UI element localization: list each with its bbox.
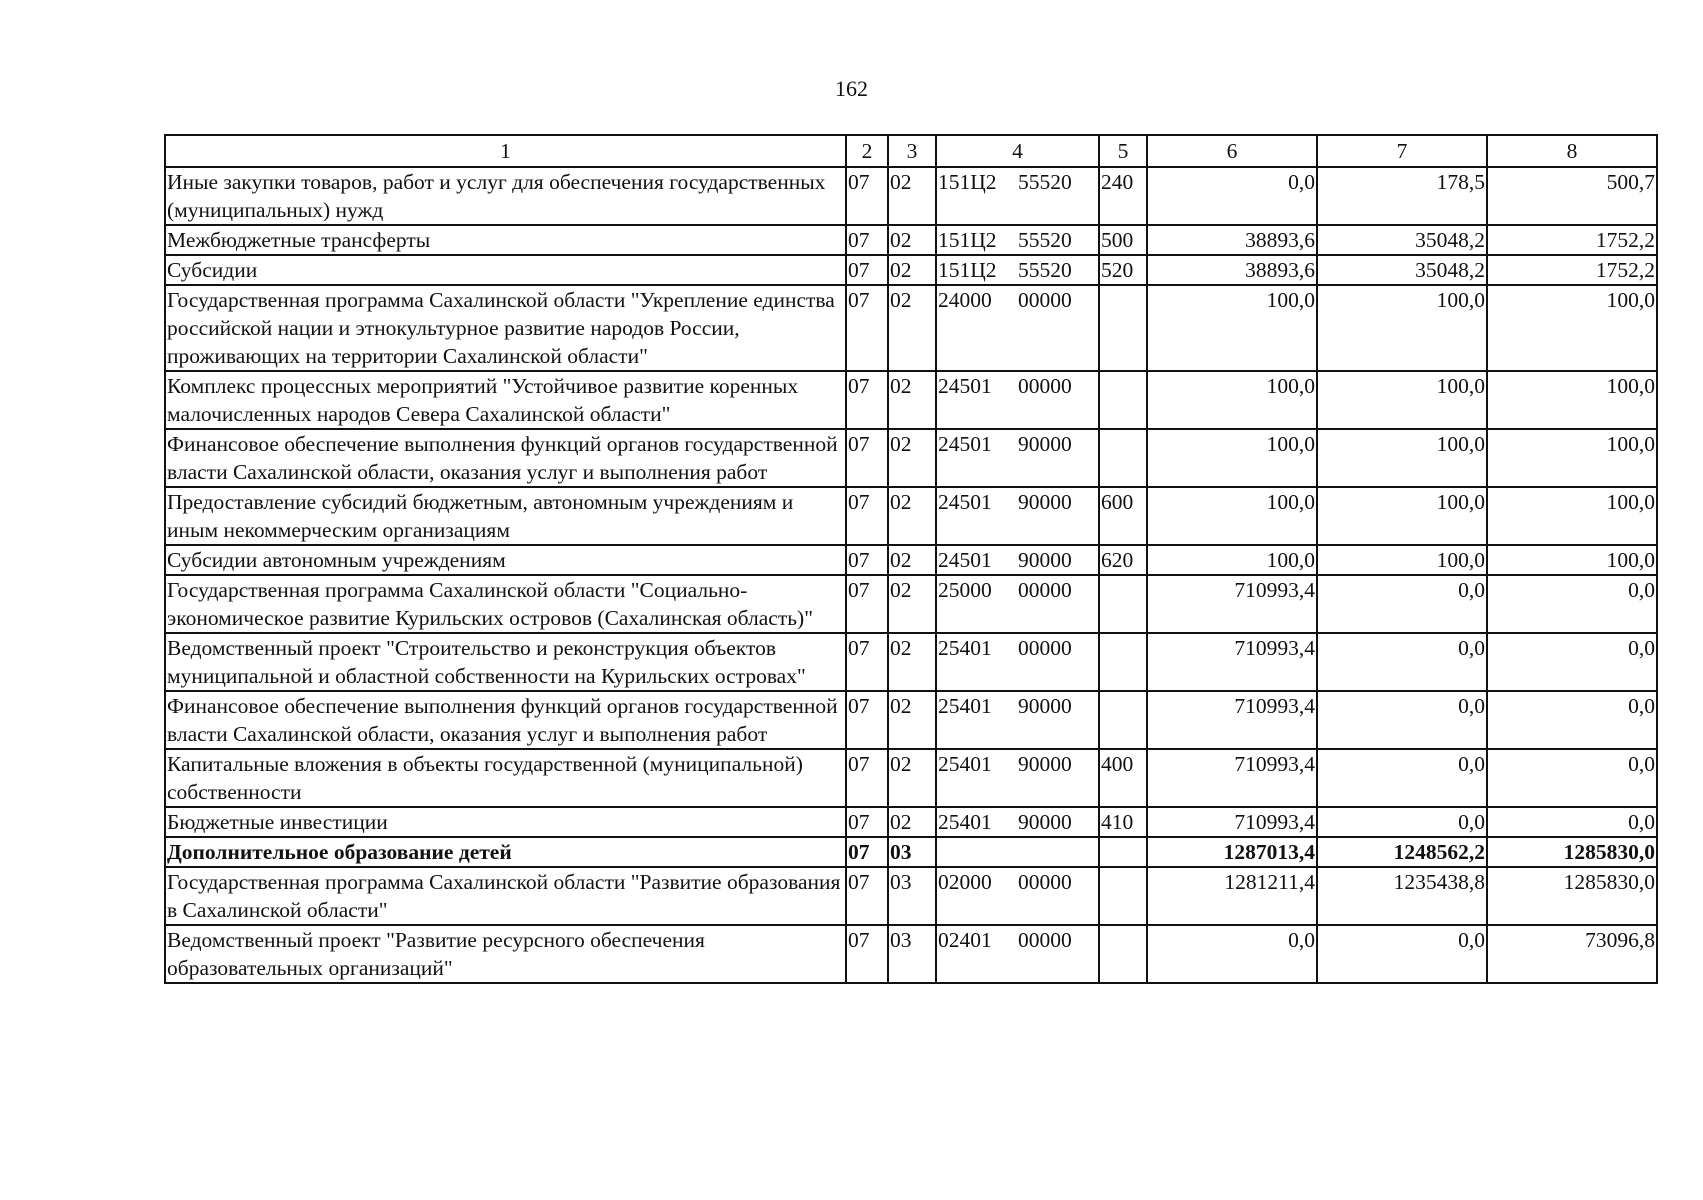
table-row <box>165 225 1657 255</box>
row-code-4-direction: 00000 <box>1018 928 1072 952</box>
row-code-5 <box>1099 925 1147 983</box>
row-code-4-program: 24501 <box>938 374 992 398</box>
row-code-2: 07 <box>846 225 888 255</box>
row-code-5 <box>1099 371 1147 429</box>
budget-table <box>164 134 1658 984</box>
row-code-4-program: 02000 <box>938 870 992 894</box>
row-code-2: 07 <box>846 925 888 983</box>
table-row <box>165 837 1657 867</box>
row-code-4-direction: 55520 <box>1018 170 1072 194</box>
row-code-2: 07 <box>846 371 888 429</box>
row-name: Предоставление субсидий бюджетным, автономным учреждениям и иным некоммерческим организациям <box>165 487 846 545</box>
row-code-4 <box>936 487 1099 545</box>
row-name: Государственная программа Сахалинской области "Развитие образования в Сахалинской области" <box>165 867 846 925</box>
row-code-4-direction: 90000 <box>1018 694 1072 718</box>
row-code-4 <box>936 925 1099 983</box>
row-value-8: 1752,2 <box>1487 225 1657 255</box>
row-value-7: 0,0 <box>1317 633 1487 691</box>
row-code-4-direction: 90000 <box>1018 752 1072 776</box>
row-code-4-program: 25401 <box>938 636 992 660</box>
row-value-7: 100,0 <box>1317 487 1487 545</box>
row-code-5 <box>1099 429 1147 487</box>
row-code-2: 07 <box>846 545 888 575</box>
row-code-3: 02 <box>888 371 936 429</box>
row-value-6: 1287013,4 <box>1147 837 1317 867</box>
row-name: Государственная программа Сахалинской области "Укрепление единства российской нации и этнокультурное развитие народов России, проживающих на территории Сахалинской области" <box>165 285 846 371</box>
row-code-5 <box>1099 691 1147 749</box>
table-row <box>165 487 1657 545</box>
header-cell-7: 7 <box>1317 135 1487 167</box>
row-code-4-program: 151Ц2 <box>938 258 997 282</box>
row-code-5 <box>1099 867 1147 925</box>
table-row <box>165 633 1657 691</box>
row-code-4-program: 151Ц2 <box>938 228 997 252</box>
row-value-6: 100,0 <box>1147 545 1317 575</box>
row-code-3: 02 <box>888 255 936 285</box>
row-code-3: 02 <box>888 167 936 225</box>
row-code-4 <box>936 225 1099 255</box>
row-value-8: 73096,8 <box>1487 925 1657 983</box>
table-row <box>165 575 1657 633</box>
row-code-4 <box>936 167 1099 225</box>
row-code-5 <box>1099 285 1147 371</box>
row-value-7: 0,0 <box>1317 575 1487 633</box>
row-code-3: 02 <box>888 807 936 837</box>
row-code-4 <box>936 371 1099 429</box>
row-code-3: 03 <box>888 867 936 925</box>
page-number: 162 <box>835 76 868 101</box>
row-code-3: 02 <box>888 575 936 633</box>
row-name: Капитальные вложения в объекты государственной (муниципальной) собственности <box>165 749 846 807</box>
row-value-6: 710993,4 <box>1147 807 1317 837</box>
table-body <box>165 167 1657 983</box>
row-code-3: 02 <box>888 749 936 807</box>
row-code-2: 07 <box>846 167 888 225</box>
row-code-3: 02 <box>888 225 936 255</box>
table-row <box>165 285 1657 371</box>
row-code-4 <box>936 633 1099 691</box>
header-cell-5: 5 <box>1099 135 1147 167</box>
table-row <box>165 255 1657 285</box>
row-code-2: 07 <box>846 575 888 633</box>
row-value-8: 100,0 <box>1487 487 1657 545</box>
header-row <box>165 135 1657 167</box>
row-value-7: 100,0 <box>1317 285 1487 371</box>
row-value-7: 1248562,2 <box>1317 837 1487 867</box>
row-code-5: 410 <box>1099 807 1147 837</box>
row-value-7: 100,0 <box>1317 429 1487 487</box>
table-row <box>165 925 1657 983</box>
row-value-8: 100,0 <box>1487 371 1657 429</box>
row-value-7: 1235438,8 <box>1317 867 1487 925</box>
row-value-6: 710993,4 <box>1147 691 1317 749</box>
table-row <box>165 429 1657 487</box>
row-code-3: 02 <box>888 545 936 575</box>
table-row <box>165 749 1657 807</box>
row-code-4 <box>936 575 1099 633</box>
row-name: Государственная программа Сахалинской области "Социально-экономическое развитие Курильских островов (Сахалинская область)" <box>165 575 846 633</box>
table-row <box>165 167 1657 225</box>
row-code-4-direction: 00000 <box>1018 288 1072 312</box>
row-code-2: 07 <box>846 807 888 837</box>
row-code-4-direction: 00000 <box>1018 374 1072 398</box>
row-code-4-direction: 90000 <box>1018 432 1072 456</box>
row-value-8: 500,7 <box>1487 167 1657 225</box>
header-cell-4: 4 <box>936 135 1099 167</box>
row-value-8: 0,0 <box>1487 807 1657 837</box>
row-code-3: 02 <box>888 285 936 371</box>
row-name: Финансовое обеспечение выполнения функций органов государственной власти Сахалинской области, оказания услуг и выполнения работ <box>165 691 846 749</box>
row-code-3: 02 <box>888 691 936 749</box>
table-row <box>165 867 1657 925</box>
row-value-8: 0,0 <box>1487 691 1657 749</box>
row-code-4-program: 25401 <box>938 810 992 834</box>
header-cell-8: 8 <box>1487 135 1657 167</box>
row-name: Комплекс процессных мероприятий "Устойчивое развитие коренных малочисленных народов Севера Сахалинской области" <box>165 371 846 429</box>
row-code-4-program: 24501 <box>938 548 992 572</box>
row-value-6: 100,0 <box>1147 429 1317 487</box>
row-code-2: 07 <box>846 285 888 371</box>
row-value-6: 0,0 <box>1147 167 1317 225</box>
row-code-4 <box>936 691 1099 749</box>
row-value-7: 100,0 <box>1317 545 1487 575</box>
row-code-2: 07 <box>846 429 888 487</box>
row-code-4-program: 24000 <box>938 288 992 312</box>
row-value-8: 1752,2 <box>1487 255 1657 285</box>
row-code-4 <box>936 429 1099 487</box>
row-name: Финансовое обеспечение выполнения функций органов государственной власти Сахалинской области, оказания услуг и выполнения работ <box>165 429 846 487</box>
row-value-7: 0,0 <box>1317 807 1487 837</box>
row-code-4 <box>936 285 1099 371</box>
header-cell-3: 3 <box>888 135 936 167</box>
row-name: Межбюджетные трансферты <box>165 225 846 255</box>
row-code-4-direction: 55520 <box>1018 228 1072 252</box>
row-name: Бюджетные инвестиции <box>165 807 846 837</box>
row-code-5: 500 <box>1099 225 1147 255</box>
row-name: Субсидии <box>165 255 846 285</box>
row-code-4-program: 02401 <box>938 928 992 952</box>
row-code-5 <box>1099 837 1147 867</box>
row-value-8: 1285830,0 <box>1487 867 1657 925</box>
row-name: Иные закупки товаров, работ и услуг для обеспечения государственных (муниципальных) нужд <box>165 167 846 225</box>
row-code-4 <box>936 255 1099 285</box>
row-value-7: 0,0 <box>1317 925 1487 983</box>
row-code-2: 07 <box>846 837 888 867</box>
row-code-4-program: 151Ц2 <box>938 170 997 194</box>
row-value-7: 178,5 <box>1317 167 1487 225</box>
row-code-5: 400 <box>1099 749 1147 807</box>
row-code-4 <box>936 807 1099 837</box>
row-code-5: 520 <box>1099 255 1147 285</box>
row-code-4 <box>936 837 1099 867</box>
row-code-4-direction: 90000 <box>1018 490 1072 514</box>
row-code-4 <box>936 545 1099 575</box>
row-code-3: 02 <box>888 487 936 545</box>
row-code-5 <box>1099 633 1147 691</box>
row-code-2: 07 <box>846 255 888 285</box>
row-value-6: 0,0 <box>1147 925 1317 983</box>
row-code-4-direction: 00000 <box>1018 578 1072 602</box>
row-code-5: 600 <box>1099 487 1147 545</box>
row-value-8: 100,0 <box>1487 545 1657 575</box>
row-code-4-program: 25401 <box>938 694 992 718</box>
row-code-4-program: 24501 <box>938 432 992 456</box>
row-code-3: 02 <box>888 633 936 691</box>
row-code-2: 07 <box>846 633 888 691</box>
row-code-4-program: 25000 <box>938 578 992 602</box>
row-code-4-direction: 90000 <box>1018 810 1072 834</box>
row-value-6: 100,0 <box>1147 371 1317 429</box>
row-value-8: 100,0 <box>1487 429 1657 487</box>
row-code-2: 07 <box>846 867 888 925</box>
table-row <box>165 371 1657 429</box>
row-code-4-direction: 55520 <box>1018 258 1072 282</box>
row-code-4 <box>936 867 1099 925</box>
row-code-4-direction: 90000 <box>1018 548 1072 572</box>
row-value-7: 0,0 <box>1317 691 1487 749</box>
row-value-8: 0,0 <box>1487 633 1657 691</box>
row-value-7: 35048,2 <box>1317 225 1487 255</box>
table-row <box>165 545 1657 575</box>
row-code-4 <box>936 749 1099 807</box>
row-value-6: 710993,4 <box>1147 633 1317 691</box>
header-cell-6: 6 <box>1147 135 1317 167</box>
row-value-7: 35048,2 <box>1317 255 1487 285</box>
row-value-6: 100,0 <box>1147 285 1317 371</box>
row-value-6: 710993,4 <box>1147 575 1317 633</box>
row-code-5 <box>1099 575 1147 633</box>
row-value-6: 100,0 <box>1147 487 1317 545</box>
row-value-7: 0,0 <box>1317 749 1487 807</box>
row-value-8: 1285830,0 <box>1487 837 1657 867</box>
row-value-6: 38893,6 <box>1147 225 1317 255</box>
row-code-3: 03 <box>888 837 936 867</box>
row-value-6: 710993,4 <box>1147 749 1317 807</box>
row-code-5: 240 <box>1099 167 1147 225</box>
row-value-7: 100,0 <box>1317 371 1487 429</box>
row-value-8: 0,0 <box>1487 575 1657 633</box>
row-code-4-direction: 00000 <box>1018 870 1072 894</box>
row-value-6: 38893,6 <box>1147 255 1317 285</box>
row-code-3: 03 <box>888 925 936 983</box>
row-name: Дополнительное образование детей <box>165 837 846 867</box>
row-code-4-program: 24501 <box>938 490 992 514</box>
row-code-4-direction: 00000 <box>1018 636 1072 660</box>
table-row <box>165 807 1657 837</box>
header-cell-1: 1 <box>165 135 846 167</box>
row-value-6: 1281211,4 <box>1147 867 1317 925</box>
row-name: Ведомственный проект "Развитие ресурсного обеспечения образовательных организаций" <box>165 925 846 983</box>
row-code-2: 07 <box>846 691 888 749</box>
row-code-3: 02 <box>888 429 936 487</box>
table-row <box>165 691 1657 749</box>
row-code-4-program: 25401 <box>938 752 992 776</box>
row-value-8: 100,0 <box>1487 285 1657 371</box>
header-cell-2: 2 <box>846 135 888 167</box>
row-code-2: 07 <box>846 487 888 545</box>
row-name: Субсидии автономным учреждениям <box>165 545 846 575</box>
row-code-2: 07 <box>846 749 888 807</box>
row-value-8: 0,0 <box>1487 749 1657 807</box>
row-name: Ведомственный проект "Строительство и реконструкция объектов муниципальной и областной собственности на Курильских островах" <box>165 633 846 691</box>
row-code-5: 620 <box>1099 545 1147 575</box>
